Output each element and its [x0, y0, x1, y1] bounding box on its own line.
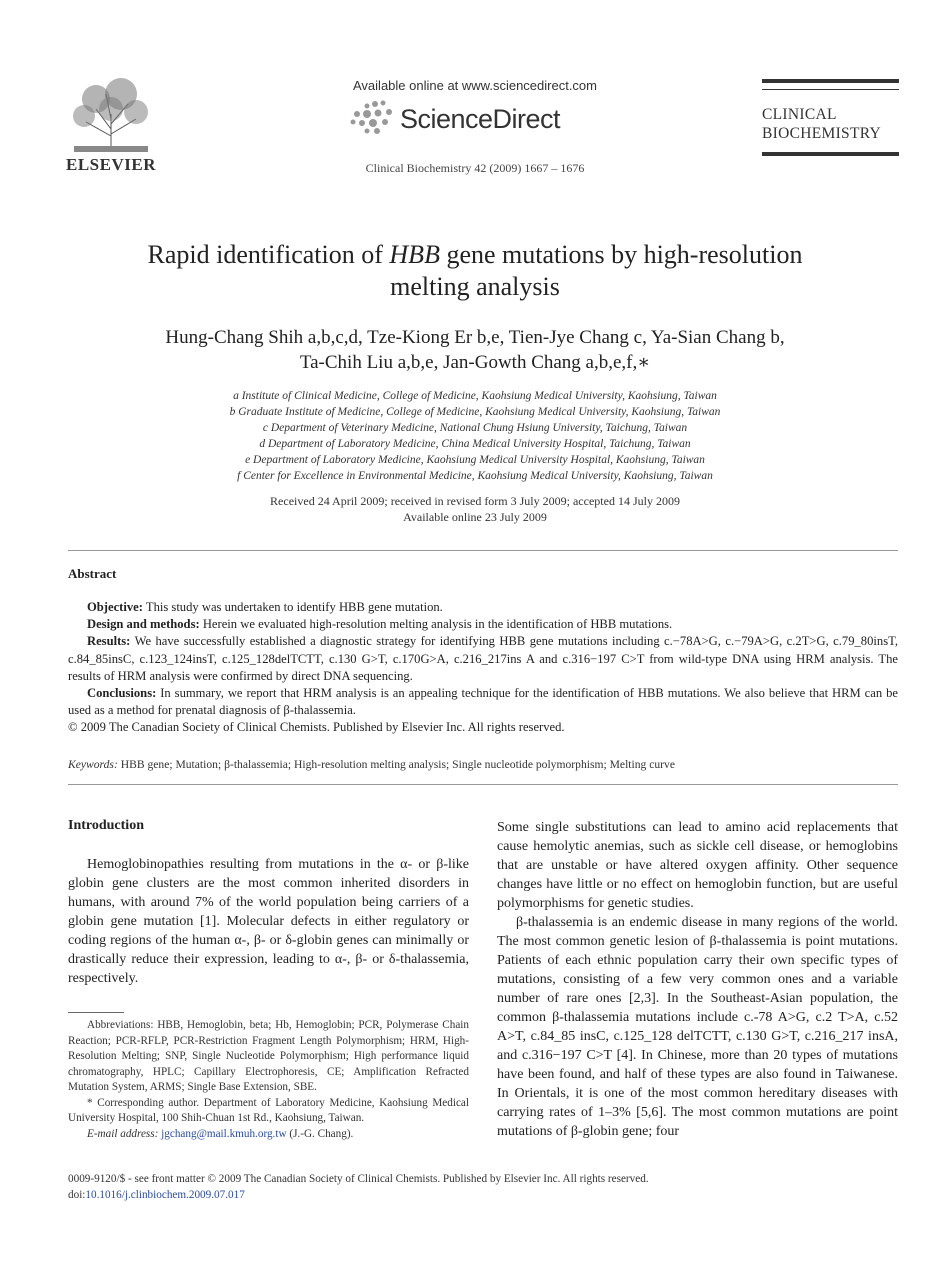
- intro-left-column: [68, 855, 469, 988]
- paragraph: β-thalassemia is an endemic disease in many regions of the world. The most common genetic lesion of β-thalassemia is point mutations. Patients of each ethnic population carry their own specific types of mutations, consisting of a few very common ones and a variable number of rare ones [2,3]. In the Southeast-Asian population, the common β-thalassemia mutations include c.-78 A>G, c.2 T>A, c.52 A>T, c.84_85 insC, c.125_128 delTCTT, c.130 G>T, c.216_217 insA, and c.316−197 C>T [4]. In Chinese, more than 20 types of mutations have been found, and half of these types are also found in Taiwanese. In Orientals, it is one of the most common hereditary diseases with carrying rates of 1–3% [5,6]. The most common mutations are point mutations of β-globin gene; four: [497, 915, 898, 1139]
- introduction-heading: Introduction: [68, 818, 144, 833]
- affiliation: f Center for Excellence in Environmental Medicine, Kaohsiung Medical University, Kaohsiung, Taiwan: [237, 470, 713, 482]
- footnote-rule: [68, 1012, 124, 1013]
- journal-citation: Clinical Biochemistry 42 (2009) 1667 – 1676: [365, 161, 585, 175]
- paragraph: Hemoglobinopathies resulting from mutations in the α- or β-like globin gene clusters are the most common inherited disorders in humans, with around 7% of the world population being carriers of a globin gene mutation [1]. Molecular defects in either regulatory or coding regions of the human α-, β- or δ-globin genes can minimally or drastically reduce their expression, leading to α-, β- or δ-thalassemia, respectively.: [68, 857, 469, 986]
- sciencedirect-wordmark: ScienceDirect: [400, 104, 561, 134]
- journal-rule: [762, 79, 899, 83]
- article-dates: Received 24 April 2009; received in revised form 3 July 2009; accepted 14 July 2009 Available online 23 July 2009: [270, 494, 680, 524]
- affiliation: d Department of Laboratory Medicine, China Medical University Hospital, Taichung, Taiwan: [259, 438, 691, 450]
- abstract-heading: Abstract: [68, 566, 117, 581]
- article-title: Rapid identification of HBB gene mutations by high-resolution melting analysis: [147, 240, 803, 301]
- section-divider: [68, 784, 898, 785]
- copyright: © 2009 The Canadian Society of Clinical Chemists. Published by Elsevier Inc. All rights reserved.: [68, 720, 565, 735]
- affiliations: [0, 388, 950, 484]
- author-list: [0, 325, 950, 375]
- publisher-name: ELSEVIER: [66, 155, 156, 174]
- email-link[interactable]: jgchang@mail.kmuh.org.tw: [161, 1127, 287, 1140]
- affiliation: a Institute of Clinical Medicine, College of Medicine, Kaohsiung Medical University, Kaohsiung, Taiwan: [233, 390, 717, 402]
- corresponding-author-footnote: * Corresponding author. Department of Laboratory Medicine, Kaohsiung Medical University Hospital, 100 Shih-Chuan 1st Rd., Kaohsiung, Taiwan.: [68, 1096, 469, 1124]
- affiliation: c Department of Veterinary Medicine, National Chung Hsiung University, Taichung, Taiwan: [262, 422, 688, 434]
- doi-link[interactable]: 10.1016/j.clinbiochem.2009.07.017: [85, 1188, 245, 1201]
- keywords: Keywords: HBB gene; Mutation; β-thalassemia; High-resolution melting analysis; Single nucleotide polymorphism; Melting curve: [68, 758, 675, 771]
- affiliation: b Graduate Institute of Medicine, College of Medicine, Kaohsiung Medical University, Kaohsiung, Taiwan: [229, 406, 721, 418]
- paragraph: Some single substitutions can lead to amino acid replacements that cause hemolytic anemias, such as sickle cell disease, or hemoglobins that are unstable or have altered oxygen affinity. Other sequence changes have little or no effect on hemoglobin function, but are useful polymorphisms for genetic studies.: [497, 820, 898, 911]
- journal-rule: [762, 152, 899, 156]
- affiliation: e Department of Laboratory Medicine, Kaohsiung Medical University Hospital, Kaohsiung, Taiwan: [245, 454, 705, 466]
- front-matter-footer: 0009-9120/$ - see front matter © 2009 The Canadian Society of Clinical Chemists. Published by Elsevier Inc. All rights reserved. doi:10.1016/j.clinbiochem.2009.07.017: [68, 1173, 649, 1201]
- abstract-body: Objective: This study was undertaken to identify HBB gene mutation. Design and methods: Herein we evaluated high-resolution melting analysis in the identification of HBB mutations. Results: We have successfully established a diagnostic strategy for identifying HBB gene mutations including c.−78A>G, c.−79A>G, c.2T>G, c.79_80insT, c.84_85insC, c.123_124insT, c.125_128delTCTT, c.130 G>T, c.170G>A, c.216_217ins A and c.316−197 C>T from wild-type DNA using HRM analysis. The results of HRM analysis were confirmed by direct DNA sequencing. Conclusions: In summary, we report that HRM analysis is an appealing technique for the identification of HBB mutations. We also believe that HRM can be used as a method for prenatal diagnosis of β-thalassemia. © 2009 The Canadian Society of Clinical Chemists. Published by Elsevier Inc. All rights reserved.: [68, 599, 898, 737]
- journal-rule: [762, 89, 899, 90]
- authors-line: Ta-Chih Liu a,b,e, Jan-Gowth Chang a,b,e,f,∗: [299, 352, 651, 373]
- footnotes: Abbreviations: HBB, Hemoglobin, beta; Hb, Hemoglobin; PCR, Polymerase Chain Reaction; PCR-RFLP, PCR-Restriction Fragment Length Polymorphism; HRM, High-Resolution Melting; SNP, Single Nucleotide Polymorphism; High performance liquid chromatography, HPLC; Capillary Electrophoresis, CE; Amplification Refracted Mutation System, ARMS; Single Base Extension, SBE. * Corresponding author. Department of Laboratory Medicine, Kaohsiung Medical University Hospital, 100 Shih-Chuan 1st Rd., Kaohsiung, Taiwan. E-mail address: jgchang@mail.kmuh.org.tw (J.-G. Chang).: [68, 1019, 469, 1140]
- available-online-text: Available online at www.sciencedirect.com: [353, 78, 597, 93]
- authors-line: Hung-Chang Shih a,b,c,d, Tze-Kiong Er b,e, Tien-Jye Chang c, Ya-Sian Chang b,: [165, 327, 785, 348]
- intro-right-column: [497, 818, 898, 1141]
- section-divider: [68, 550, 898, 551]
- abbreviations-footnote: Abbreviations: HBB, Hemoglobin, beta; Hb, Hemoglobin; PCR, Polymerase Chain Reaction; PCR-RFLP, PCR-Restriction Fragment Length Polymorphism; HRM, High-Resolution Melting; SNP, Single Nucleotide Polymorphism; High performance liquid chromatography, HPLC; Capillary Electrophoresis, CE; Amplification Refracted Mutation System, ARMS; Single Base Extension, SBE.: [68, 1019, 469, 1093]
- journal-title: CLINICAL BIOCHEMISTRY: [762, 106, 882, 142]
